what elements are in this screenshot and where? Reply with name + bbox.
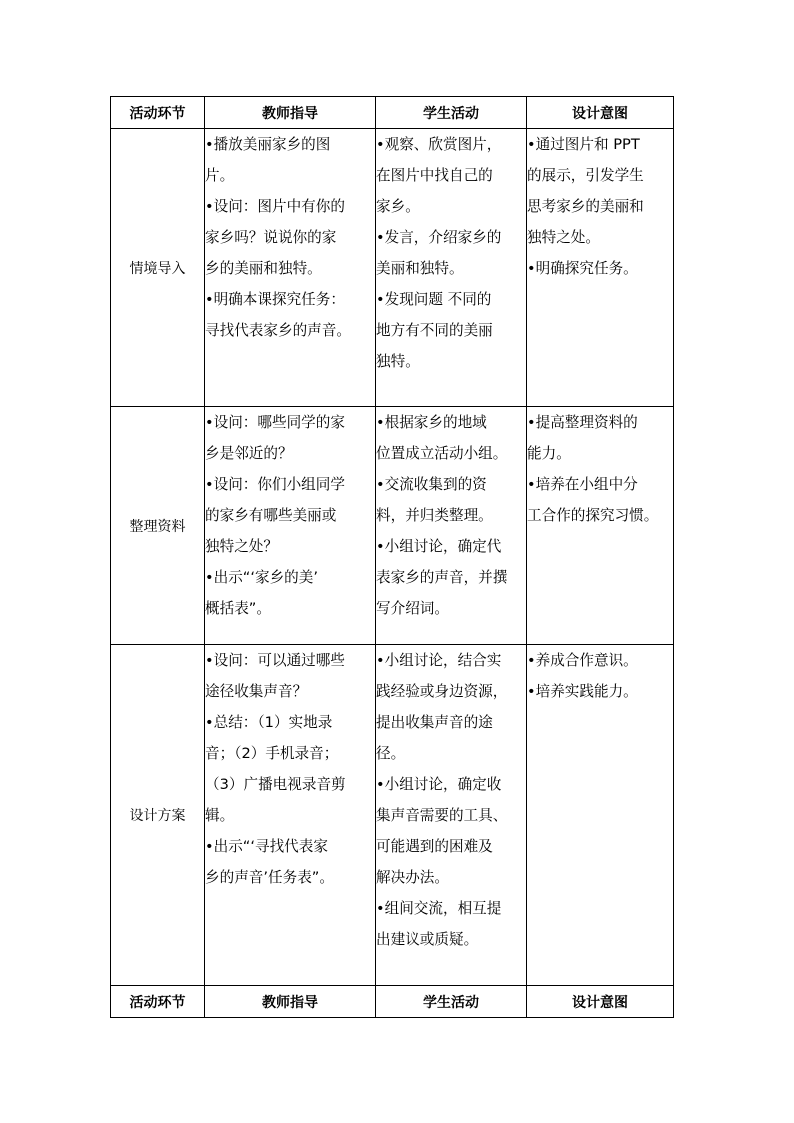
intent-cell: [527, 407, 674, 645]
teacher-line: 乡是邻近的？: [205, 445, 293, 462]
teacher-line: •总结：（1）实地录: [205, 714, 333, 731]
table-footer-row: [111, 986, 674, 1018]
student-line: •发言，介绍家乡的: [376, 229, 502, 246]
intent-cell: [527, 645, 674, 986]
teacher-line: •设问：你们小组同学: [205, 476, 345, 493]
teacher-line: 音；（2）手机录音；: [205, 745, 339, 762]
teacher-line: 家乡吗？说说你的家: [205, 229, 337, 246]
intent-line: 能力。: [527, 445, 571, 462]
teacher-line: •设问：哪些同学的家: [205, 414, 345, 431]
teacher-line: 辑。: [205, 807, 235, 824]
student-line: 独特。: [376, 353, 420, 370]
teacher-cell: [205, 645, 376, 986]
student-line: 料，并归类整理。: [376, 507, 493, 524]
student-line: •小组讨论，确定代: [376, 538, 502, 555]
student-line: 解决办法。: [376, 869, 449, 886]
teacher-line: •播放美丽家乡的图: [205, 136, 331, 153]
student-line: 径。: [376, 745, 406, 762]
student-line: 位置成立活动小组。: [376, 445, 508, 462]
intent-line: 独特之处。: [527, 229, 600, 246]
student-line: 在图片中找自己的: [376, 167, 493, 184]
intent-line: •培养实践能力。: [527, 683, 638, 700]
teacher-line: •出示“‘寻找代表家: [205, 838, 328, 855]
header-intent: 设计意图: [527, 97, 674, 129]
intent-line: •通过图片和 PPT: [527, 136, 640, 153]
teacher-line: •出示“‘家乡的美’: [205, 569, 319, 586]
teacher-line: •设问：图片中有你的: [205, 198, 345, 215]
teacher-line: 乡的声音’任务表”。: [205, 869, 334, 886]
student-line: •观察、欣赏图片，: [376, 136, 502, 153]
intent-line: •提高整理资料的: [527, 414, 638, 431]
student-cell: [376, 645, 527, 986]
student-line: 家乡。: [376, 198, 420, 215]
footer-intent: 设计意图: [527, 986, 674, 1018]
intent-line: •明确探究任务。: [527, 260, 638, 277]
teacher-line: •明确本课探究任务：: [205, 291, 345, 308]
student-line: •组间交流，相互提: [376, 900, 502, 917]
header-student: 学生活动: [376, 97, 527, 129]
student-line: 出建议或质疑。: [376, 931, 479, 948]
table-row: [111, 645, 674, 986]
student-cell: [376, 407, 527, 645]
student-line: 可能遇到的困难及: [376, 838, 493, 855]
intent-line: •养成合作意识。: [527, 652, 638, 669]
teacher-line: 片。: [205, 167, 235, 184]
stage-cell: 情境导入: [111, 129, 205, 407]
teacher-line: 概括表”。: [205, 600, 271, 617]
teacher-cell: [205, 129, 376, 407]
header-stage: 活动环节: [111, 97, 205, 129]
student-line: •根据家乡的地域: [376, 414, 487, 431]
footer-stage: 活动环节: [111, 986, 205, 1018]
intent-cell: [527, 129, 674, 407]
lesson-plan-table: [110, 96, 674, 1018]
teacher-line: •设问：可以通过哪些: [205, 652, 345, 669]
stage-cell: 设计方案: [111, 645, 205, 986]
teacher-line: 途径收集声音？: [205, 683, 308, 700]
intent-line: 工合作的探究习惯。: [527, 507, 659, 524]
student-line: 集声音需要的工具、: [376, 807, 508, 824]
table-header-row: [111, 97, 674, 129]
student-line: 提出收集声音的途: [376, 714, 493, 731]
header-teacher: 教师指导: [205, 97, 376, 129]
student-line: 践经验或身边资源，: [376, 683, 508, 700]
footer-student: 学生活动: [376, 986, 527, 1018]
student-line: •交流收集到的资: [376, 476, 487, 493]
footer-teacher: 教师指导: [205, 986, 376, 1018]
teacher-line: （3）广播电视录音剪: [205, 776, 346, 793]
student-line: 地方有不同的美丽: [376, 322, 493, 339]
student-line: •小组讨论，确定收: [376, 776, 502, 793]
student-line: 美丽和独特。: [376, 260, 464, 277]
student-cell: [376, 129, 527, 407]
student-line: 写介绍词。: [376, 600, 449, 617]
intent-line: •培养在小组中分: [527, 476, 638, 493]
teacher-line: 的家乡有哪些美丽或: [205, 507, 337, 524]
intent-line: 的展示，引发学生: [527, 167, 644, 184]
teacher-line: 独特之处？: [205, 538, 278, 555]
teacher-cell: [205, 407, 376, 645]
stage-cell: 整理资料: [111, 407, 205, 645]
student-line: •小组讨论，结合实: [376, 652, 502, 669]
table-row: [111, 129, 674, 407]
table-row: [111, 407, 674, 645]
teacher-line: 乡的美丽和独特。: [205, 260, 322, 277]
teacher-line: 寻找代表家乡的声音。: [205, 322, 351, 339]
student-line: •发现问题 不同的: [376, 291, 492, 308]
intent-line: 思考家乡的美丽和: [527, 198, 644, 215]
student-line: 表家乡的声音，并撰: [376, 569, 508, 586]
